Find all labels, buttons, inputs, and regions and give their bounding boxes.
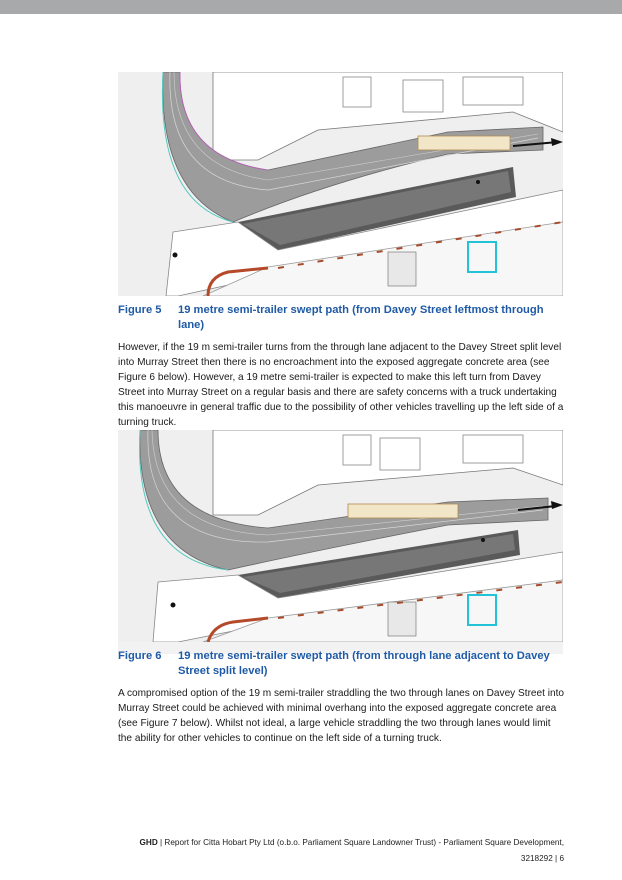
figure-number: Figure 6	[118, 650, 162, 662]
figure-6-drawing	[118, 430, 563, 654]
paragraph: A compromised option of the 19 m semi-trailer straddling the two through lanes on Davey Street into Murray Street could be achieved with minimal overhang into the exposed aggregate concrete area (see Figure 7 below). Whilst not ideal, a large vehicle straddling the two through lanes would limit the ability for other vehicles to continue on the left side of a turning truck.	[118, 688, 565, 745]
footer-report: | Report for Citta Hobart Pty Ltd (o.b.o. Parliament Square Landowner Trust) - Parliament Square Development,	[160, 838, 564, 847]
footer-company: GHD	[139, 838, 158, 847]
figure-5-drawing	[118, 72, 563, 296]
paragraph: However, if the 19 m semi-trailer turns from the through lane adjacent to the Davey Street split level into Murray Street then there is no encroachment into the exposed aggregate concrete area (see Figure 6 below). However, a 19 metre semi-trailer is expected to make this left turn from Davey Street into Murray Street on a regular basis and there are safety concerns with a truck undertaking this manoeuvre in general traffic due to the possibility of other vehicles travelling up the left side of a turning truck.	[118, 342, 564, 429]
header-bar	[0, 0, 622, 14]
figure-caption-text: 19 metre semi-trailer swept path (from Davey Street leftmost through lane)	[178, 304, 544, 331]
footer-report-line	[84, 838, 564, 847]
footer-page-ref: 3218292 | 6	[520, 854, 564, 863]
figure-number: Figure 5	[118, 304, 162, 316]
figure-caption-text: 19 metre semi-trailer swept path (from through lane adjacent to Davey Street split level)	[178, 650, 550, 677]
